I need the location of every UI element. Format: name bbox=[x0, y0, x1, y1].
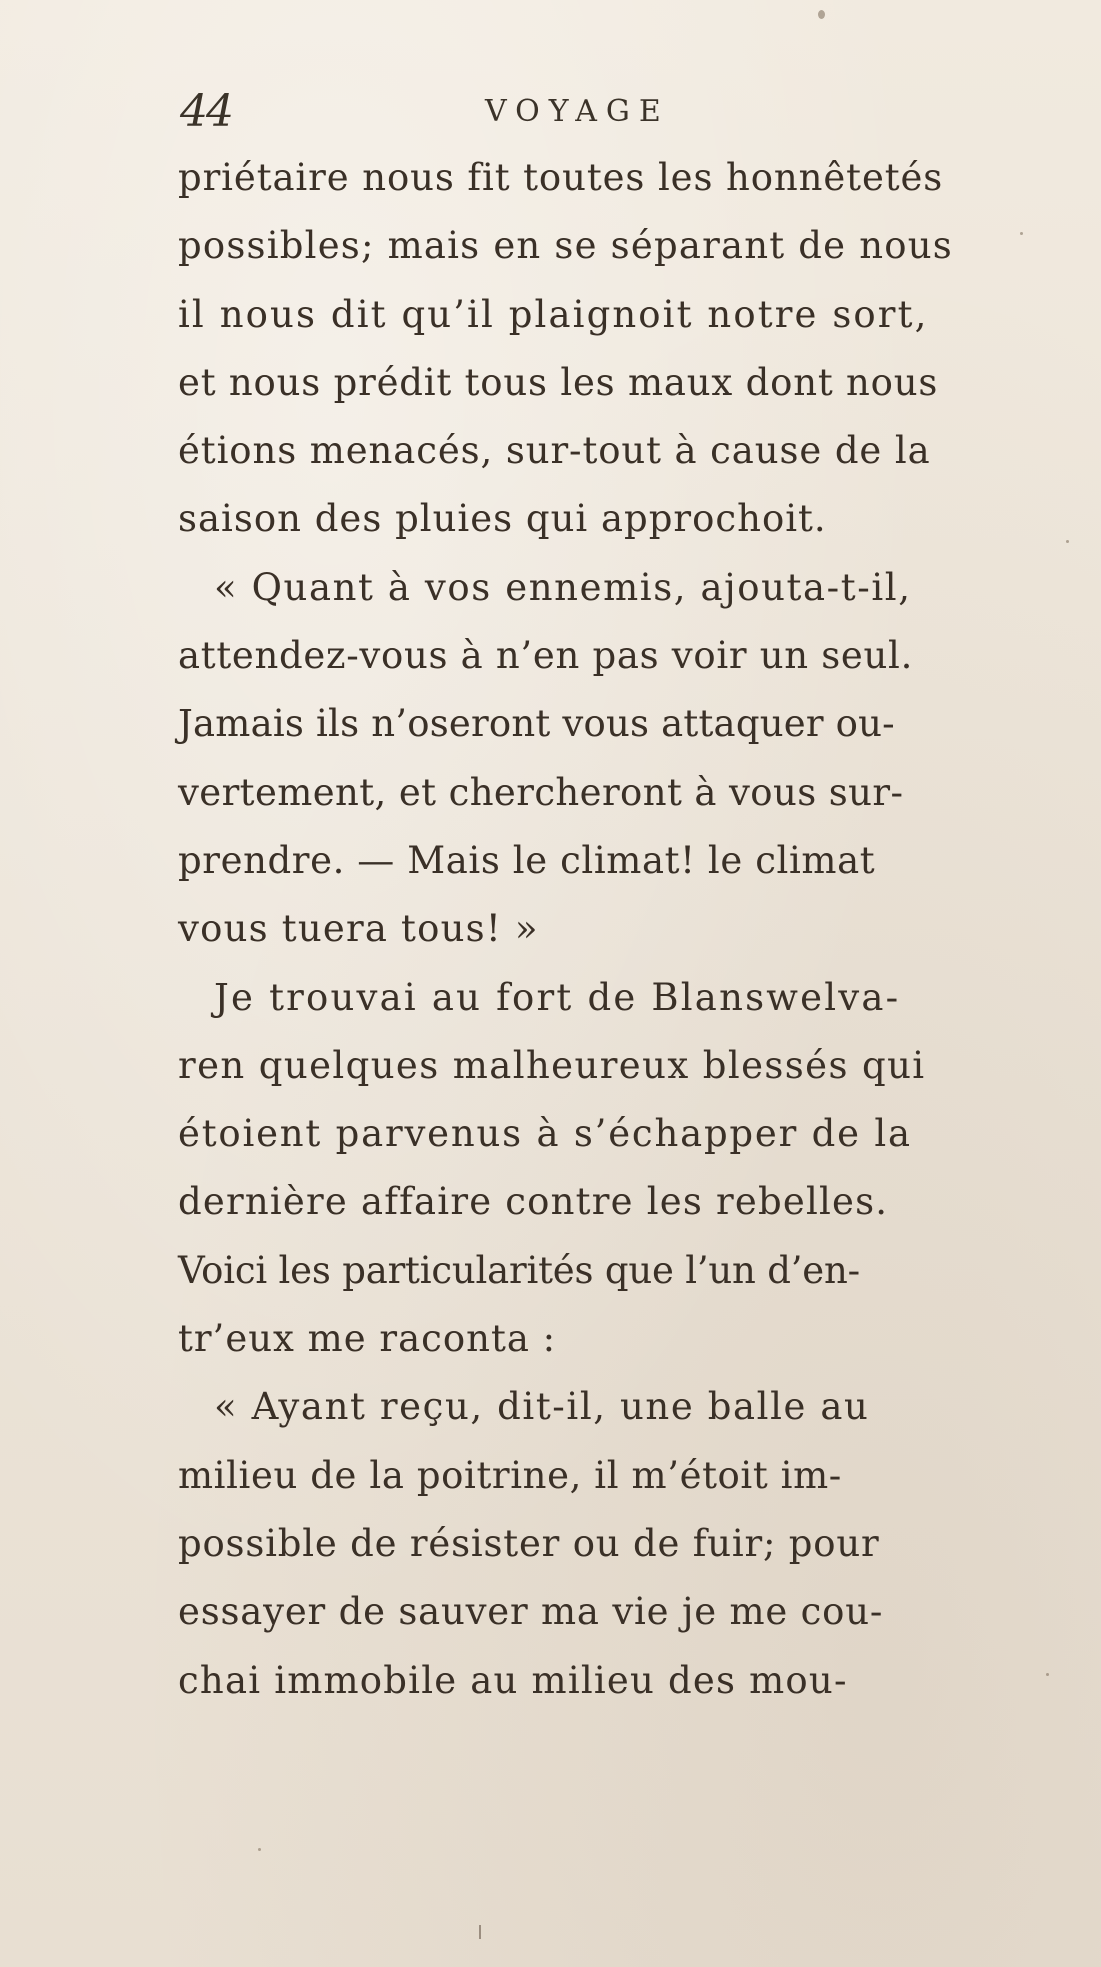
line-text: et nous prédit tous les maux dont nous bbox=[178, 360, 939, 404]
page-number: 44 bbox=[180, 86, 232, 137]
line-text: attendez-vous à n’en pas voir un seul. bbox=[178, 634, 914, 678]
ink-speck bbox=[1066, 540, 1069, 543]
line-text: priétaire nous fit toutes les honnêtetés bbox=[178, 156, 944, 199]
line-text: possibles; mais en se séparant de nous bbox=[178, 224, 953, 268]
text-line bbox=[178, 1373, 1042, 1441]
line-text: étions menacés, sur-tout à cause de la bbox=[178, 429, 931, 473]
text-line bbox=[178, 964, 1042, 1032]
line-text: « Ayant reçu, dit-il, une balle au bbox=[214, 1385, 870, 1429]
line-text: Jamais ils n’oseront vous attaquer ou- bbox=[178, 702, 895, 746]
line-text: étoient parvenus à s’échapper de la bbox=[178, 1112, 912, 1156]
line-text: Voici les particularités que l’un d’en- bbox=[178, 1248, 860, 1292]
ink-speck bbox=[1046, 1673, 1049, 1676]
text-line bbox=[178, 1168, 1042, 1236]
text-line bbox=[178, 212, 1042, 280]
ink-speck bbox=[258, 1848, 261, 1851]
text-line bbox=[178, 1647, 1042, 1715]
text-line bbox=[178, 485, 1042, 553]
text-line bbox=[178, 690, 1042, 758]
page-header bbox=[180, 86, 740, 146]
text-line bbox=[178, 895, 1042, 963]
line-text: vertement, et chercheront à vous sur- bbox=[178, 770, 904, 814]
ink-speck bbox=[818, 10, 825, 19]
line-text: il nous dit qu’il plaignoit notre sort, bbox=[178, 292, 929, 336]
line-text: milieu de la poitrine, il m’étoit im- bbox=[178, 1453, 842, 1497]
text-line bbox=[178, 281, 1042, 349]
text-line bbox=[178, 1032, 1042, 1100]
text-line bbox=[178, 1578, 1042, 1646]
line-text: « Quant à vos ennemis, ajouta-t-il, bbox=[214, 565, 912, 609]
bottom-ink-mark bbox=[479, 1925, 481, 1939]
text-line bbox=[178, 1237, 1042, 1305]
text-line bbox=[178, 622, 1042, 690]
line-text: chai immobile au milieu des mou- bbox=[178, 1658, 848, 1702]
text-line bbox=[178, 1510, 1042, 1578]
line-text: tr’eux me raconta : bbox=[178, 1317, 557, 1361]
line-text: saison des pluies qui approchoit. bbox=[178, 497, 827, 541]
line-text: vous tuera tous! » bbox=[178, 907, 539, 951]
text-line bbox=[178, 1305, 1042, 1373]
line-text: Je trouvai au fort de Blanswelva- bbox=[214, 975, 901, 1019]
text-line bbox=[178, 349, 1042, 417]
text-line bbox=[178, 417, 1042, 485]
body-text bbox=[178, 144, 1042, 1715]
line-text: dernière affaire contre les rebelles. bbox=[178, 1180, 889, 1224]
text-line bbox=[178, 827, 1042, 895]
text-line bbox=[178, 1442, 1042, 1510]
line-text: ren quelques malheureux blessés qui bbox=[178, 1043, 926, 1087]
line-text: prendre. — Mais le climat! le climat bbox=[178, 838, 876, 882]
text-line bbox=[178, 759, 1042, 827]
line-text: possible de résister ou de fuir; pour bbox=[178, 1521, 880, 1565]
line-text: essayer de sauver ma vie je me cou- bbox=[178, 1590, 884, 1634]
text-line bbox=[178, 554, 1042, 622]
text-line bbox=[178, 144, 1042, 212]
text-line bbox=[178, 1100, 1042, 1168]
running-head: VOYAGE bbox=[485, 94, 670, 129]
